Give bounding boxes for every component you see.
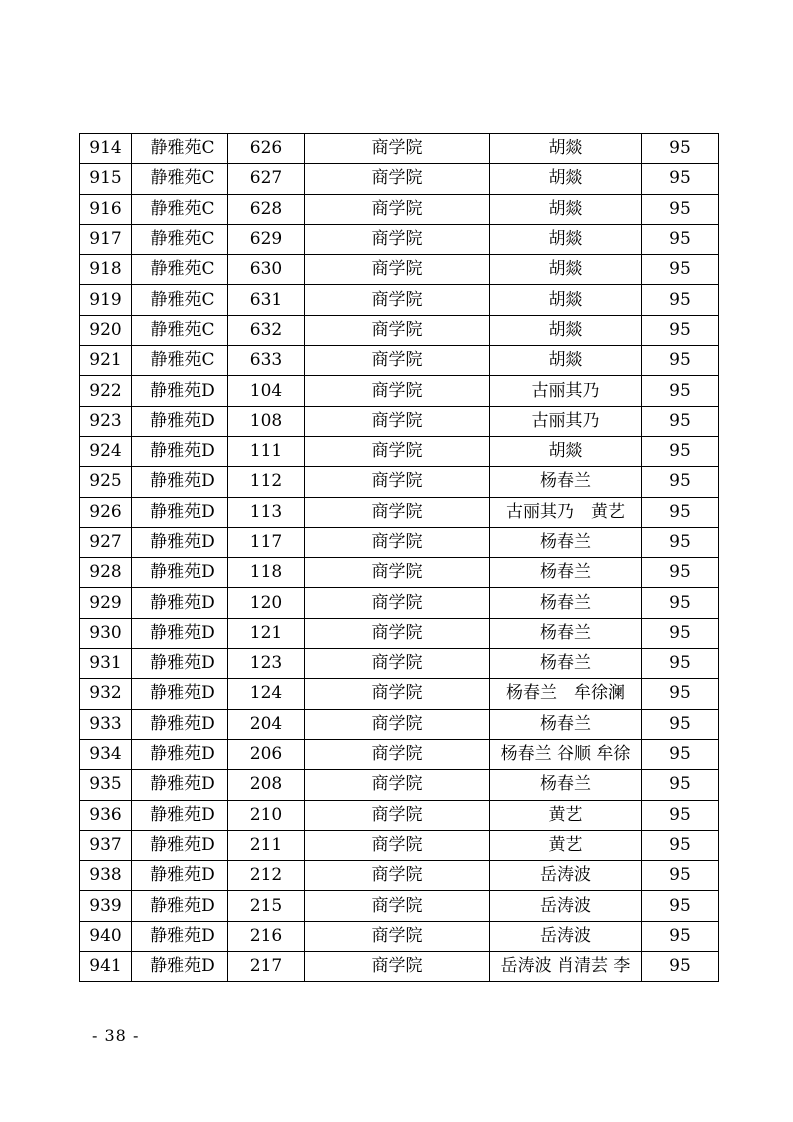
score-cell: 95 xyxy=(642,346,719,376)
building-cell xyxy=(132,588,228,618)
building-cell xyxy=(132,618,228,648)
building-cell xyxy=(132,649,228,679)
building-label: 静雅苑D xyxy=(150,592,215,613)
score-cell: 95 xyxy=(642,861,719,891)
row-number-cell: 916 xyxy=(80,194,132,224)
score-cell: 95 xyxy=(642,285,719,315)
room-cell: 216 xyxy=(228,921,305,951)
building-label: 静雅苑D xyxy=(150,380,215,401)
room-cell: 633 xyxy=(228,346,305,376)
row-number-cell: 920 xyxy=(80,315,132,345)
score-cell: 95 xyxy=(642,376,719,406)
table-row xyxy=(80,224,719,254)
college-cell: 商学院 xyxy=(305,346,490,376)
room-cell: 212 xyxy=(228,861,305,891)
score-cell: 95 xyxy=(642,739,719,769)
room-cell: 123 xyxy=(228,649,305,679)
score-cell: 95 xyxy=(642,527,719,557)
college-cell: 商学院 xyxy=(305,921,490,951)
college-cell: 商学院 xyxy=(305,558,490,588)
college-cell: 商学院 xyxy=(305,830,490,860)
table-row xyxy=(80,467,719,497)
table-row xyxy=(80,497,719,527)
college-cell: 商学院 xyxy=(305,739,490,769)
building-label: 静雅苑D xyxy=(150,834,215,855)
row-number-cell: 917 xyxy=(80,224,132,254)
row-number-cell: 934 xyxy=(80,739,132,769)
building-cell xyxy=(132,952,228,982)
score-cell: 95 xyxy=(642,891,719,921)
room-cell: 124 xyxy=(228,679,305,709)
building-label: 静雅苑C xyxy=(150,259,215,280)
room-cell: 631 xyxy=(228,285,305,315)
building-cell xyxy=(132,224,228,254)
room-cell: 627 xyxy=(228,164,305,194)
building-cell xyxy=(132,467,228,497)
row-number-cell: 927 xyxy=(80,527,132,557)
score-cell: 95 xyxy=(642,406,719,436)
row-number-cell: 929 xyxy=(80,588,132,618)
page-number: - 38 - xyxy=(92,1026,140,1045)
college-cell: 商学院 xyxy=(305,224,490,254)
building-cell xyxy=(132,921,228,951)
table-row xyxy=(80,830,719,860)
college-cell: 商学院 xyxy=(305,194,490,224)
score-cell: 95 xyxy=(642,436,719,466)
building-cell xyxy=(132,255,228,285)
room-cell: 630 xyxy=(228,255,305,285)
building-cell xyxy=(132,861,228,891)
building-cell xyxy=(132,285,228,315)
building-cell xyxy=(132,134,228,164)
building-label: 静雅苑D xyxy=(150,441,215,462)
room-cell: 113 xyxy=(228,497,305,527)
score-cell: 95 xyxy=(642,830,719,860)
building-label: 静雅苑C xyxy=(150,350,215,371)
college-cell: 商学院 xyxy=(305,679,490,709)
building-label: 静雅苑C xyxy=(150,289,215,310)
room-cell: 206 xyxy=(228,739,305,769)
teacher-cell: 杨春兰 xyxy=(490,618,642,648)
building-cell xyxy=(132,497,228,527)
table-row xyxy=(80,800,719,830)
teacher-cell: 岳涛波 xyxy=(490,921,642,951)
room-cell: 208 xyxy=(228,770,305,800)
room-cell: 108 xyxy=(228,406,305,436)
building-label: 静雅苑D xyxy=(150,622,215,643)
table-row xyxy=(80,709,719,739)
table-row xyxy=(80,436,719,466)
row-number-cell: 937 xyxy=(80,830,132,860)
college-cell: 商学院 xyxy=(305,800,490,830)
table-row xyxy=(80,891,719,921)
teacher-cell: 胡燚 xyxy=(490,164,642,194)
building-cell xyxy=(132,830,228,860)
building-label: 静雅苑D xyxy=(150,804,215,825)
row-number-cell: 935 xyxy=(80,770,132,800)
score-cell: 95 xyxy=(642,134,719,164)
score-cell: 95 xyxy=(642,649,719,679)
room-cell: 204 xyxy=(228,709,305,739)
table-row xyxy=(80,527,719,557)
room-cell: 211 xyxy=(228,830,305,860)
building-label: 静雅苑C xyxy=(150,229,215,250)
building-label: 静雅苑D xyxy=(150,774,215,795)
teacher-cell: 胡燚 xyxy=(490,346,642,376)
table-row xyxy=(80,558,719,588)
teacher-cell: 杨春兰 xyxy=(490,709,642,739)
teacher-cell: 杨春兰 谷顺 牟徐 xyxy=(490,739,642,769)
building-cell xyxy=(132,770,228,800)
row-number-cell: 933 xyxy=(80,709,132,739)
room-cell: 626 xyxy=(228,134,305,164)
row-number-cell: 919 xyxy=(80,285,132,315)
building-label: 静雅苑D xyxy=(150,956,215,977)
teacher-cell: 古丽其乃 xyxy=(490,376,642,406)
table-row xyxy=(80,346,719,376)
table-row xyxy=(80,406,719,436)
row-number-cell: 915 xyxy=(80,164,132,194)
row-number-cell: 940 xyxy=(80,921,132,951)
college-cell: 商学院 xyxy=(305,497,490,527)
table-row xyxy=(80,770,719,800)
room-cell: 632 xyxy=(228,315,305,345)
building-label: 静雅苑D xyxy=(150,532,215,552)
room-cell: 215 xyxy=(228,891,305,921)
teacher-cell: 杨春兰 xyxy=(490,467,642,497)
room-cell: 120 xyxy=(228,588,305,618)
row-number-cell: 922 xyxy=(80,376,132,406)
building-label: 静雅苑D xyxy=(150,653,215,674)
table-row xyxy=(80,164,719,194)
table-row xyxy=(80,588,719,618)
teacher-cell: 杨春兰 xyxy=(490,649,642,679)
building-cell xyxy=(132,406,228,436)
room-cell: 210 xyxy=(228,800,305,830)
score-cell: 95 xyxy=(642,770,719,800)
building-label: 静雅苑C xyxy=(150,198,215,219)
college-cell: 商学院 xyxy=(305,376,490,406)
building-cell xyxy=(132,164,228,194)
teacher-cell: 岳涛波 xyxy=(490,891,642,921)
building-cell xyxy=(132,376,228,406)
score-cell: 95 xyxy=(642,679,719,709)
teacher-cell: 杨春兰 牟徐澜 xyxy=(490,679,642,709)
score-cell: 95 xyxy=(642,194,719,224)
college-cell: 商学院 xyxy=(305,164,490,194)
row-number-cell: 936 xyxy=(80,800,132,830)
building-label: 静雅苑D xyxy=(150,925,215,946)
building-cell xyxy=(132,800,228,830)
building-label: 静雅苑C xyxy=(150,168,215,189)
room-cell: 117 xyxy=(228,527,305,557)
row-number-cell: 938 xyxy=(80,861,132,891)
building-cell xyxy=(132,739,228,769)
table-row xyxy=(80,952,719,982)
room-cell: 104 xyxy=(228,376,305,406)
building-label: 静雅苑C xyxy=(150,138,215,159)
teacher-cell: 岳涛波 xyxy=(490,861,642,891)
score-cell: 95 xyxy=(642,558,719,588)
row-number-cell: 939 xyxy=(80,891,132,921)
score-cell: 95 xyxy=(642,467,719,497)
college-cell: 商学院 xyxy=(305,285,490,315)
teacher-cell: 岳涛波 肖清芸 李 xyxy=(490,952,642,982)
room-cell: 628 xyxy=(228,194,305,224)
score-cell: 95 xyxy=(642,800,719,830)
score-cell: 95 xyxy=(642,618,719,648)
row-number-cell: 925 xyxy=(80,467,132,497)
building-label: 静雅苑D xyxy=(150,410,215,431)
teacher-cell: 胡燚 xyxy=(490,224,642,254)
college-cell: 商学院 xyxy=(305,709,490,739)
teacher-cell: 胡燚 xyxy=(490,255,642,285)
room-cell: 112 xyxy=(228,467,305,497)
teacher-cell: 胡燚 xyxy=(490,134,642,164)
table-row xyxy=(80,618,719,648)
table-row xyxy=(80,376,719,406)
college-cell: 商学院 xyxy=(305,527,490,557)
building-cell xyxy=(132,315,228,345)
building-label: 静雅苑C xyxy=(150,319,215,340)
room-cell: 118 xyxy=(228,558,305,588)
table-body xyxy=(80,134,719,982)
table-row xyxy=(80,861,719,891)
building-cell xyxy=(132,527,228,557)
score-cell: 95 xyxy=(642,224,719,254)
college-cell: 商学院 xyxy=(305,770,490,800)
college-cell: 商学院 xyxy=(305,891,490,921)
building-cell xyxy=(132,558,228,588)
score-cell: 95 xyxy=(642,497,719,527)
row-number-cell: 914 xyxy=(80,134,132,164)
teacher-cell: 胡燚 xyxy=(490,285,642,315)
teacher-cell: 胡燚 xyxy=(490,436,642,466)
building-cell xyxy=(132,436,228,466)
table-row xyxy=(80,255,719,285)
building-label: 静雅苑D xyxy=(150,471,215,492)
score-cell: 95 xyxy=(642,709,719,739)
teacher-cell: 胡燚 xyxy=(490,315,642,345)
building-cell xyxy=(132,346,228,376)
building-label: 静雅苑D xyxy=(150,562,215,583)
college-cell: 商学院 xyxy=(305,618,490,648)
college-cell: 商学院 xyxy=(305,952,490,982)
teacher-cell: 黄艺 xyxy=(490,800,642,830)
building-cell xyxy=(132,194,228,224)
room-cell: 121 xyxy=(228,618,305,648)
row-number-cell: 932 xyxy=(80,679,132,709)
score-cell: 95 xyxy=(642,921,719,951)
score-cell: 95 xyxy=(642,588,719,618)
building-cell xyxy=(132,679,228,709)
row-number-cell: 931 xyxy=(80,649,132,679)
room-cell: 629 xyxy=(228,224,305,254)
teacher-cell: 杨春兰 xyxy=(490,558,642,588)
table-row xyxy=(80,194,719,224)
college-cell: 商学院 xyxy=(305,649,490,679)
building-label: 静雅苑D xyxy=(150,865,215,886)
row-number-cell: 924 xyxy=(80,436,132,466)
teacher-cell: 古丽其乃 黄艺 xyxy=(490,497,642,527)
teacher-cell: 杨春兰 xyxy=(490,527,642,557)
score-cell: 95 xyxy=(642,952,719,982)
score-cell: 95 xyxy=(642,164,719,194)
row-number-cell: 928 xyxy=(80,558,132,588)
room-cell: 217 xyxy=(228,952,305,982)
college-cell: 商学院 xyxy=(305,134,490,164)
college-cell: 商学院 xyxy=(305,315,490,345)
dormitory-table xyxy=(79,133,719,982)
table-row xyxy=(80,134,719,164)
college-cell: 商学院 xyxy=(305,588,490,618)
college-cell: 商学院 xyxy=(305,467,490,497)
row-number-cell: 941 xyxy=(80,952,132,982)
row-number-cell: 918 xyxy=(80,255,132,285)
teacher-cell: 古丽其乃 xyxy=(490,406,642,436)
college-cell: 商学院 xyxy=(305,436,490,466)
table-row xyxy=(80,739,719,769)
building-cell xyxy=(132,709,228,739)
building-label: 静雅苑D xyxy=(150,744,215,765)
building-label: 静雅苑D xyxy=(150,501,215,522)
row-number-cell: 923 xyxy=(80,406,132,436)
table-row xyxy=(80,921,719,951)
table-row xyxy=(80,649,719,679)
table-row xyxy=(80,285,719,315)
room-cell: 111 xyxy=(228,436,305,466)
teacher-cell: 杨春兰 xyxy=(490,770,642,800)
college-cell: 商学院 xyxy=(305,861,490,891)
building-label: 静雅苑D xyxy=(150,895,215,916)
college-cell: 商学院 xyxy=(305,255,490,285)
row-number-cell: 921 xyxy=(80,346,132,376)
teacher-cell: 黄艺 xyxy=(490,830,642,860)
teacher-cell: 杨春兰 xyxy=(490,588,642,618)
building-cell xyxy=(132,891,228,921)
score-cell: 95 xyxy=(642,255,719,285)
table-row xyxy=(80,315,719,345)
building-label: 静雅苑D xyxy=(150,713,215,734)
building-label: 静雅苑D xyxy=(150,683,215,704)
row-number-cell: 930 xyxy=(80,618,132,648)
table-row xyxy=(80,679,719,709)
row-number-cell: 926 xyxy=(80,497,132,527)
teacher-cell: 胡燚 xyxy=(490,194,642,224)
score-cell: 95 xyxy=(642,315,719,345)
college-cell: 商学院 xyxy=(305,406,490,436)
